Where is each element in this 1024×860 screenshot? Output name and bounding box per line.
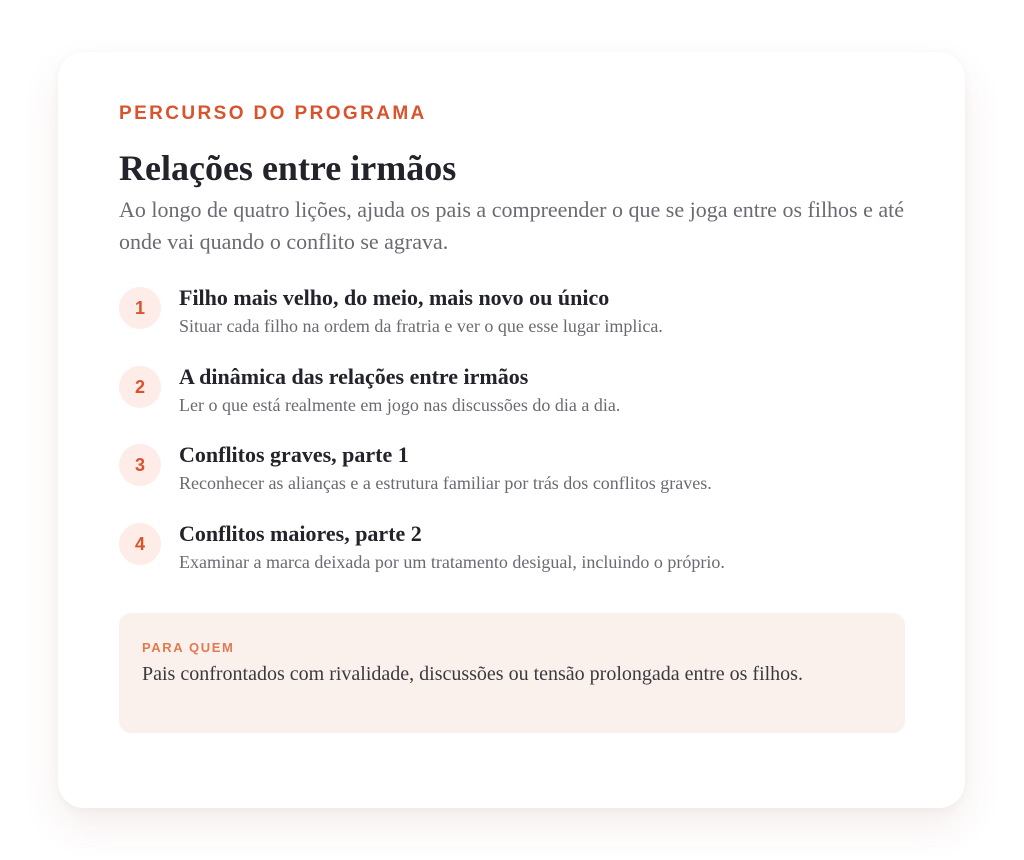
audience-box [119, 613, 905, 733]
lesson-item-1 [119, 287, 905, 366]
lesson-description: Reconhecer as alianças e a estrutura familiar por trás dos conflitos graves. [179, 473, 712, 493]
lesson-number-badge: 1 [119, 287, 161, 329]
lesson-title: Conflitos graves, parte 1 [179, 442, 409, 467]
lesson-number-badge: 2 [119, 366, 161, 408]
lesson-number-badge: 3 [119, 444, 161, 486]
lesson-description: Examinar a marca deixada por um tratamento desigual, incluindo o próprio. [179, 551, 725, 572]
audience-text: Pais confrontados com rivalidade, discussões ou tensão prolongada entre os filhos. [142, 663, 803, 685]
program-card [58, 52, 965, 808]
program-intro: Ao longo de quatro lições, ajuda os pais a compreender o que se joga entre os filhos e até onde vai quando o conflito se agrava. [119, 197, 905, 254]
lesson-title: Conflitos maiores, parte 2 [179, 520, 422, 546]
lesson-item-3 [119, 444, 905, 523]
lesson-title: A dinâmica das relações entre irmãos [179, 363, 529, 389]
audience-label: PARA QUEM [142, 640, 235, 655]
lesson-item-2 [119, 363, 905, 445]
lesson-item-4 [119, 520, 905, 602]
program-eyebrow: PERCURSO DO PROGRAMA [119, 103, 427, 124]
lesson-description: Ler o que está realmente em jogo nas discussões do dia a dia. [179, 394, 621, 415]
lesson-description: Situar cada filho na ordem da fratria e ver o que esse lugar implica. [179, 316, 663, 336]
lesson-list [119, 287, 905, 601]
program-title: Relações entre irmãos [119, 148, 457, 188]
lesson-number-badge: 4 [119, 523, 161, 565]
lesson-title: Filho mais velho, do meio, mais novo ou único [179, 285, 610, 310]
program-content [119, 102, 905, 601]
